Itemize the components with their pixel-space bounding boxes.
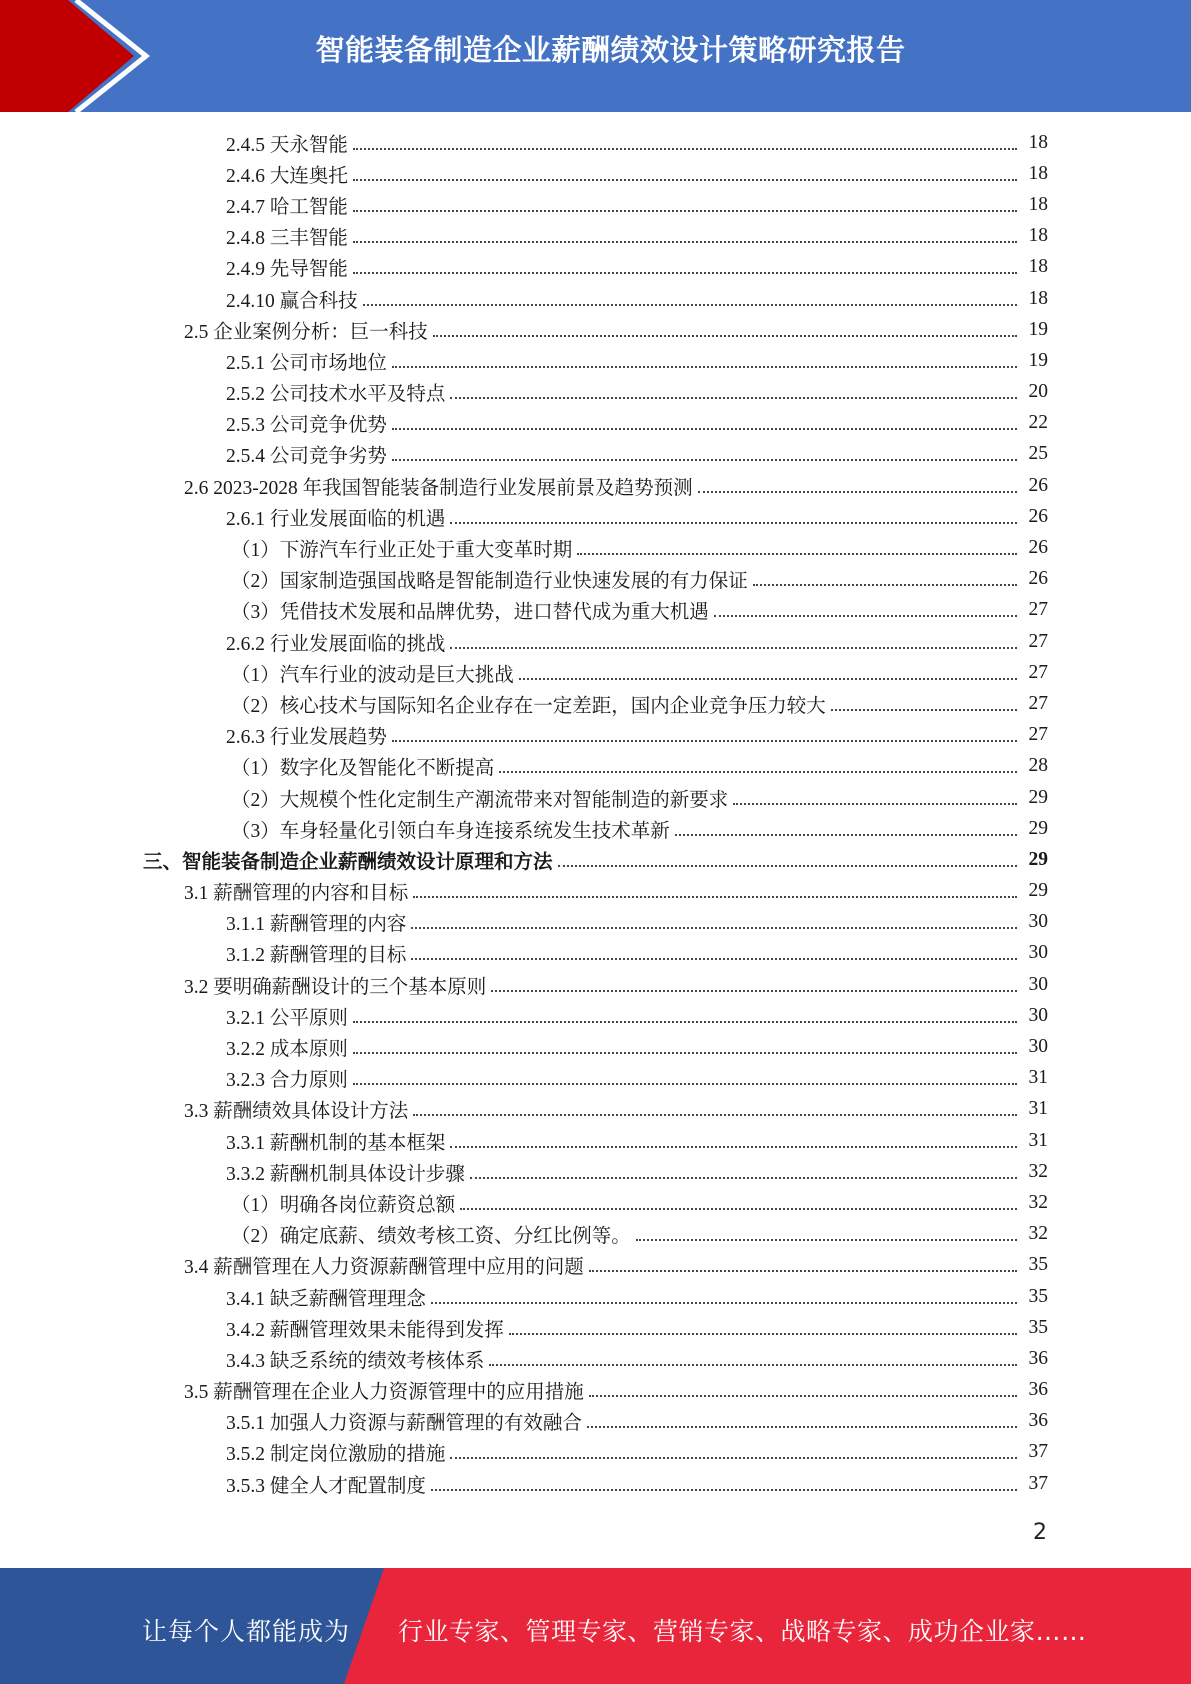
toc-entry-title: 2.5 企业案例分析：巨一科技	[184, 316, 431, 344]
toc-entry[interactable]	[0, 907, 1191, 938]
toc-entry-title: 2.5.4 公司竞争劣势	[226, 440, 390, 468]
toc-entry-title: 3.5 薪酬管理在企业人力资源管理中的应用措施	[184, 1376, 587, 1404]
toc-entry-title: 3.1.2 薪酬管理的目标	[226, 939, 409, 967]
toc-entry-page: 30	[1028, 1036, 1048, 1058]
toc-entry-page: 27	[1028, 692, 1048, 714]
toc-leader-dots	[450, 397, 1017, 399]
toc-entry-title: （3）凭借技术发展和品牌优势，进口替代成为重大机遇	[231, 596, 712, 624]
toc-entry-page: 18	[1028, 131, 1048, 153]
toc-entry[interactable]	[0, 470, 1191, 501]
toc-entry-title: （1）汽车行业的波动是巨大挑战	[231, 659, 517, 687]
toc-leader-dots	[353, 1052, 1017, 1054]
toc-leader-dots	[675, 834, 1017, 836]
toc-entry[interactable]	[0, 314, 1191, 345]
toc-leader-dots	[450, 522, 1017, 524]
toc-entry[interactable]	[0, 876, 1191, 907]
footer-slogan-left: 让每个人都能成为	[142, 1617, 351, 1646]
toc-leader-dots	[753, 584, 1017, 586]
toc-leader-dots	[353, 1083, 1017, 1085]
toc-entry-page: 18	[1028, 287, 1048, 309]
toc-entry[interactable]	[0, 252, 1191, 283]
toc-entry-page: 32	[1028, 1223, 1048, 1245]
toc-leader-dots	[392, 459, 1017, 461]
toc-entry-page: 29	[1028, 786, 1048, 808]
toc-entry[interactable]	[0, 532, 1191, 563]
toc-entry-title: 2.5.1 公司市场地位	[226, 347, 390, 375]
toc-entry-page: 35	[1028, 1254, 1048, 1276]
report-title: 智能装备制造企业薪酬绩效设计策略研究报告	[315, 33, 906, 67]
toc-entry-page: 29	[1028, 848, 1048, 870]
toc-entry-title: 3.2.2 成本原则	[226, 1033, 351, 1061]
toc-leader-dots	[353, 148, 1017, 150]
toc-leader-dots	[489, 1364, 1017, 1366]
toc-entry-page: 18	[1028, 225, 1048, 247]
toc-entry[interactable]	[0, 1468, 1191, 1499]
toc-entry[interactable]	[0, 595, 1191, 626]
toc-entry[interactable]	[0, 283, 1191, 314]
toc-entry[interactable]	[0, 782, 1191, 813]
toc-leader-dots	[499, 771, 1017, 773]
toc-entry[interactable]	[0, 564, 1191, 595]
toc-entry-page: 19	[1028, 318, 1048, 340]
toc-entry-title: 3.4.1 缺乏薪酬管理理念	[226, 1283, 429, 1311]
toc-entry-title: （2）国家制造强国战略是智能制造行业快速发展的有力保证	[231, 565, 751, 593]
toc-entry-page: 37	[1028, 1472, 1048, 1494]
toc-entry-title: 2.6.2 行业发展面临的挑战	[226, 628, 448, 656]
toc-entry-title: 3.2.1 公平原则	[226, 1002, 351, 1030]
toc-entry[interactable]	[0, 377, 1191, 408]
toc-leader-dots	[433, 335, 1017, 337]
toc-leader-dots	[392, 740, 1017, 742]
toc-entry-page: 18	[1028, 162, 1048, 184]
toc-entry-title: 2.4.8 三丰智能	[226, 222, 351, 250]
toc-entry-page: 30	[1028, 973, 1048, 995]
toc-entry-page: 30	[1028, 1004, 1048, 1026]
toc-entry-title: （3）车身轻量化引领白车身连接系统发生技术革新	[231, 815, 673, 843]
toc-leader-dots	[491, 990, 1017, 992]
toc-entry[interactable]	[0, 158, 1191, 189]
toc-entry-page: 18	[1028, 256, 1048, 278]
toc-entry[interactable]	[0, 221, 1191, 252]
toc-entry[interactable]	[0, 1063, 1191, 1094]
toc-entry-title: 3.4.2 薪酬管理效果未能得到发挥	[226, 1314, 507, 1342]
toc-leader-dots	[589, 1395, 1017, 1397]
toc-entry-title: 2.5.3 公司竞争优势	[226, 409, 390, 437]
toc-entry[interactable]	[0, 938, 1191, 969]
toc-entry-page: 29	[1028, 880, 1048, 902]
toc-leader-dots	[509, 1333, 1017, 1335]
toc-entry-title: （2）核心技术与国际知名企业存在一定差距，国内企业竞争压力较大	[231, 690, 829, 718]
toc-leader-dots	[353, 210, 1017, 212]
toc-entry[interactable]	[0, 345, 1191, 376]
toc-entry[interactable]	[0, 626, 1191, 657]
toc-entry[interactable]	[0, 1375, 1191, 1406]
toc-entry-page: 25	[1028, 443, 1048, 465]
toc-entry[interactable]	[0, 1031, 1191, 1062]
toc-leader-dots	[587, 1426, 1017, 1428]
toc-entry[interactable]	[0, 751, 1191, 782]
toc-entry-page: 37	[1028, 1441, 1048, 1463]
toc-entry-title: 3.5.3 健全人才配置制度	[226, 1470, 429, 1498]
toc-entry-page: 31	[1028, 1067, 1048, 1089]
toc-entry-title: 2.6 2023-2028 年我国智能装备制造行业发展前景及趋势预测	[184, 472, 696, 500]
toc-entry-page: 26	[1028, 474, 1048, 496]
toc-entry[interactable]	[0, 720, 1191, 751]
toc-entry-page: 27	[1028, 661, 1048, 683]
toc-entry-title: 3.5.1 加强人力资源与薪酬管理的有效融合	[226, 1407, 585, 1435]
toc-entry-page: 19	[1028, 349, 1048, 371]
toc-entry[interactable]	[0, 1312, 1191, 1343]
toc-entry-title: 2.4.10 赢合科技	[226, 285, 361, 313]
toc-entry[interactable]	[0, 408, 1191, 439]
toc-entry-title: 3.3 薪酬绩效具体设计方法	[184, 1095, 411, 1123]
toc-leader-dots	[363, 304, 1017, 306]
toc-entry-page: 18	[1028, 193, 1048, 215]
toc-entry-page: 27	[1028, 630, 1048, 652]
toc-entry-page: 35	[1028, 1316, 1048, 1338]
toc-entry-page: 30	[1028, 911, 1048, 933]
toc-entry-title: 2.5.2 公司技术水平及特点	[226, 378, 448, 406]
toc-leader-dots	[413, 1114, 1017, 1116]
footer-slogan-right: 行业专家、管理专家、营销专家、战略专家、成功企业家……	[398, 1617, 1087, 1646]
toc-leader-dots	[558, 865, 1017, 867]
toc-entry-page: 32	[1028, 1160, 1048, 1182]
toc-entry-title: 3.4.3 缺乏系统的绩效考核体系	[226, 1345, 487, 1373]
page-footer	[0, 1568, 1191, 1684]
toc-entry-title: 3.2 要明确薪酬设计的三个基本原则	[184, 971, 489, 999]
toc-entry-title: 2.4.6 大连奥托	[226, 160, 351, 188]
toc-entry[interactable]	[0, 688, 1191, 719]
toc-entry[interactable]	[0, 501, 1191, 532]
toc-entry-title: 2.4.9 先导智能	[226, 253, 351, 281]
toc-leader-dots	[831, 709, 1017, 711]
toc-entry[interactable]	[0, 1000, 1191, 1031]
page-number: 2	[1033, 1520, 1047, 1545]
toc-leader-dots	[353, 272, 1017, 274]
toc-entry-title: 2.4.5 天永智能	[226, 129, 351, 157]
toc-entry-page: 26	[1028, 537, 1048, 559]
toc-leader-dots	[353, 241, 1017, 243]
toc-entry-page: 36	[1028, 1410, 1048, 1432]
toc-entry[interactable]	[0, 969, 1191, 1000]
toc-entry-title: （1）下游汽车行业正处于重大变革时期	[231, 534, 575, 562]
toc-entry[interactable]	[0, 439, 1191, 470]
toc-entry[interactable]	[0, 813, 1191, 844]
toc-entry[interactable]	[0, 1406, 1191, 1437]
toc-leader-dots	[470, 1177, 1017, 1179]
toc-entry-page: 36	[1028, 1379, 1048, 1401]
toc-entry-title: 三、智能装备制造企业薪酬绩效设计原理和方法	[143, 846, 556, 874]
toc-leader-dots	[392, 366, 1017, 368]
toc-entry[interactable]	[0, 127, 1191, 158]
toc-leader-dots	[636, 1239, 1017, 1241]
toc-entry[interactable]	[0, 1094, 1191, 1125]
toc-leader-dots	[353, 1021, 1017, 1023]
toc-entry-page: 27	[1028, 724, 1048, 746]
toc-entry[interactable]	[0, 1437, 1191, 1468]
page-header	[0, 0, 1191, 112]
toc-entry-title: 3.4 薪酬管理在人力资源薪酬管理中应用的问题	[184, 1251, 587, 1279]
toc-leader-dots	[392, 428, 1017, 430]
toc-entry[interactable]	[0, 1343, 1191, 1374]
toc-entry-page: 32	[1028, 1191, 1048, 1213]
toc-leader-dots	[589, 1270, 1017, 1272]
toc-entry-title: 3.5.2 制定岗位激励的措施	[226, 1438, 448, 1466]
toc-entry-title: （1）明确各岗位薪资总额	[231, 1189, 458, 1217]
toc-entry-page: 20	[1028, 381, 1048, 403]
toc-leader-dots	[431, 1302, 1017, 1304]
toc-leader-dots	[450, 1457, 1017, 1459]
toc-entry-title: 3.1.1 薪酬管理的内容	[226, 908, 409, 936]
toc-entry-page: 28	[1028, 755, 1048, 777]
toc-entry[interactable]	[0, 657, 1191, 688]
toc-leader-dots	[431, 1489, 1017, 1491]
toc-entry[interactable]	[0, 1281, 1191, 1312]
toc-entry-title: （2）确定底薪、绩效考核工资、分红比例等。	[231, 1220, 634, 1248]
toc-leader-dots	[411, 927, 1017, 929]
toc-entry[interactable]	[0, 1219, 1191, 1250]
toc-leader-dots	[698, 491, 1017, 493]
toc-entry-title: （2）大规模个性化定制生产潮流带来对智能制造的新要求	[231, 784, 731, 812]
toc-entry[interactable]	[0, 844, 1191, 875]
toc-leader-dots	[460, 1208, 1017, 1210]
toc-entry-page: 27	[1028, 599, 1048, 621]
toc-entry[interactable]	[0, 1156, 1191, 1187]
toc-entry-page: 22	[1028, 412, 1048, 434]
toc-entry-title: 2.6.1 行业发展面临的机遇	[226, 503, 448, 531]
toc-leader-dots	[577, 553, 1017, 555]
toc-entry-page: 26	[1028, 568, 1048, 590]
toc-entry-title: 2.4.7 哈工智能	[226, 191, 351, 219]
toc-entry[interactable]	[0, 189, 1191, 220]
toc-entry[interactable]	[0, 1250, 1191, 1281]
toc-entry[interactable]	[0, 1125, 1191, 1156]
toc-entry-page: 36	[1028, 1347, 1048, 1369]
toc-entry-page: 30	[1028, 942, 1048, 964]
toc-leader-dots	[519, 678, 1017, 680]
toc-entry-title: 2.6.3 行业发展趋势	[226, 721, 390, 749]
toc-leader-dots	[411, 958, 1017, 960]
toc-entry-page: 31	[1028, 1098, 1048, 1120]
toc-leader-dots	[413, 896, 1017, 898]
toc-leader-dots	[733, 803, 1017, 805]
toc-leader-dots	[714, 615, 1017, 617]
toc-leader-dots	[450, 647, 1017, 649]
toc-entry-page: 26	[1028, 505, 1048, 527]
toc-entry-page: 35	[1028, 1285, 1048, 1307]
toc-entry-page: 31	[1028, 1129, 1048, 1151]
toc-entry-title: 3.3.2 薪酬机制具体设计步骤	[226, 1158, 468, 1186]
toc-entry-page: 29	[1028, 817, 1048, 839]
toc-entry[interactable]	[0, 1187, 1191, 1218]
toc-entry-title: 3.3.1 薪酬机制的基本框架	[226, 1127, 448, 1155]
toc-entry-title: （1）数字化及智能化不断提高	[231, 752, 497, 780]
toc-leader-dots	[450, 1146, 1017, 1148]
table-of-contents	[0, 127, 1191, 1499]
toc-entry-title: 3.1 薪酬管理的内容和目标	[184, 877, 411, 905]
toc-entry-title: 3.2.3 合力原则	[226, 1064, 351, 1092]
toc-leader-dots	[353, 179, 1017, 181]
